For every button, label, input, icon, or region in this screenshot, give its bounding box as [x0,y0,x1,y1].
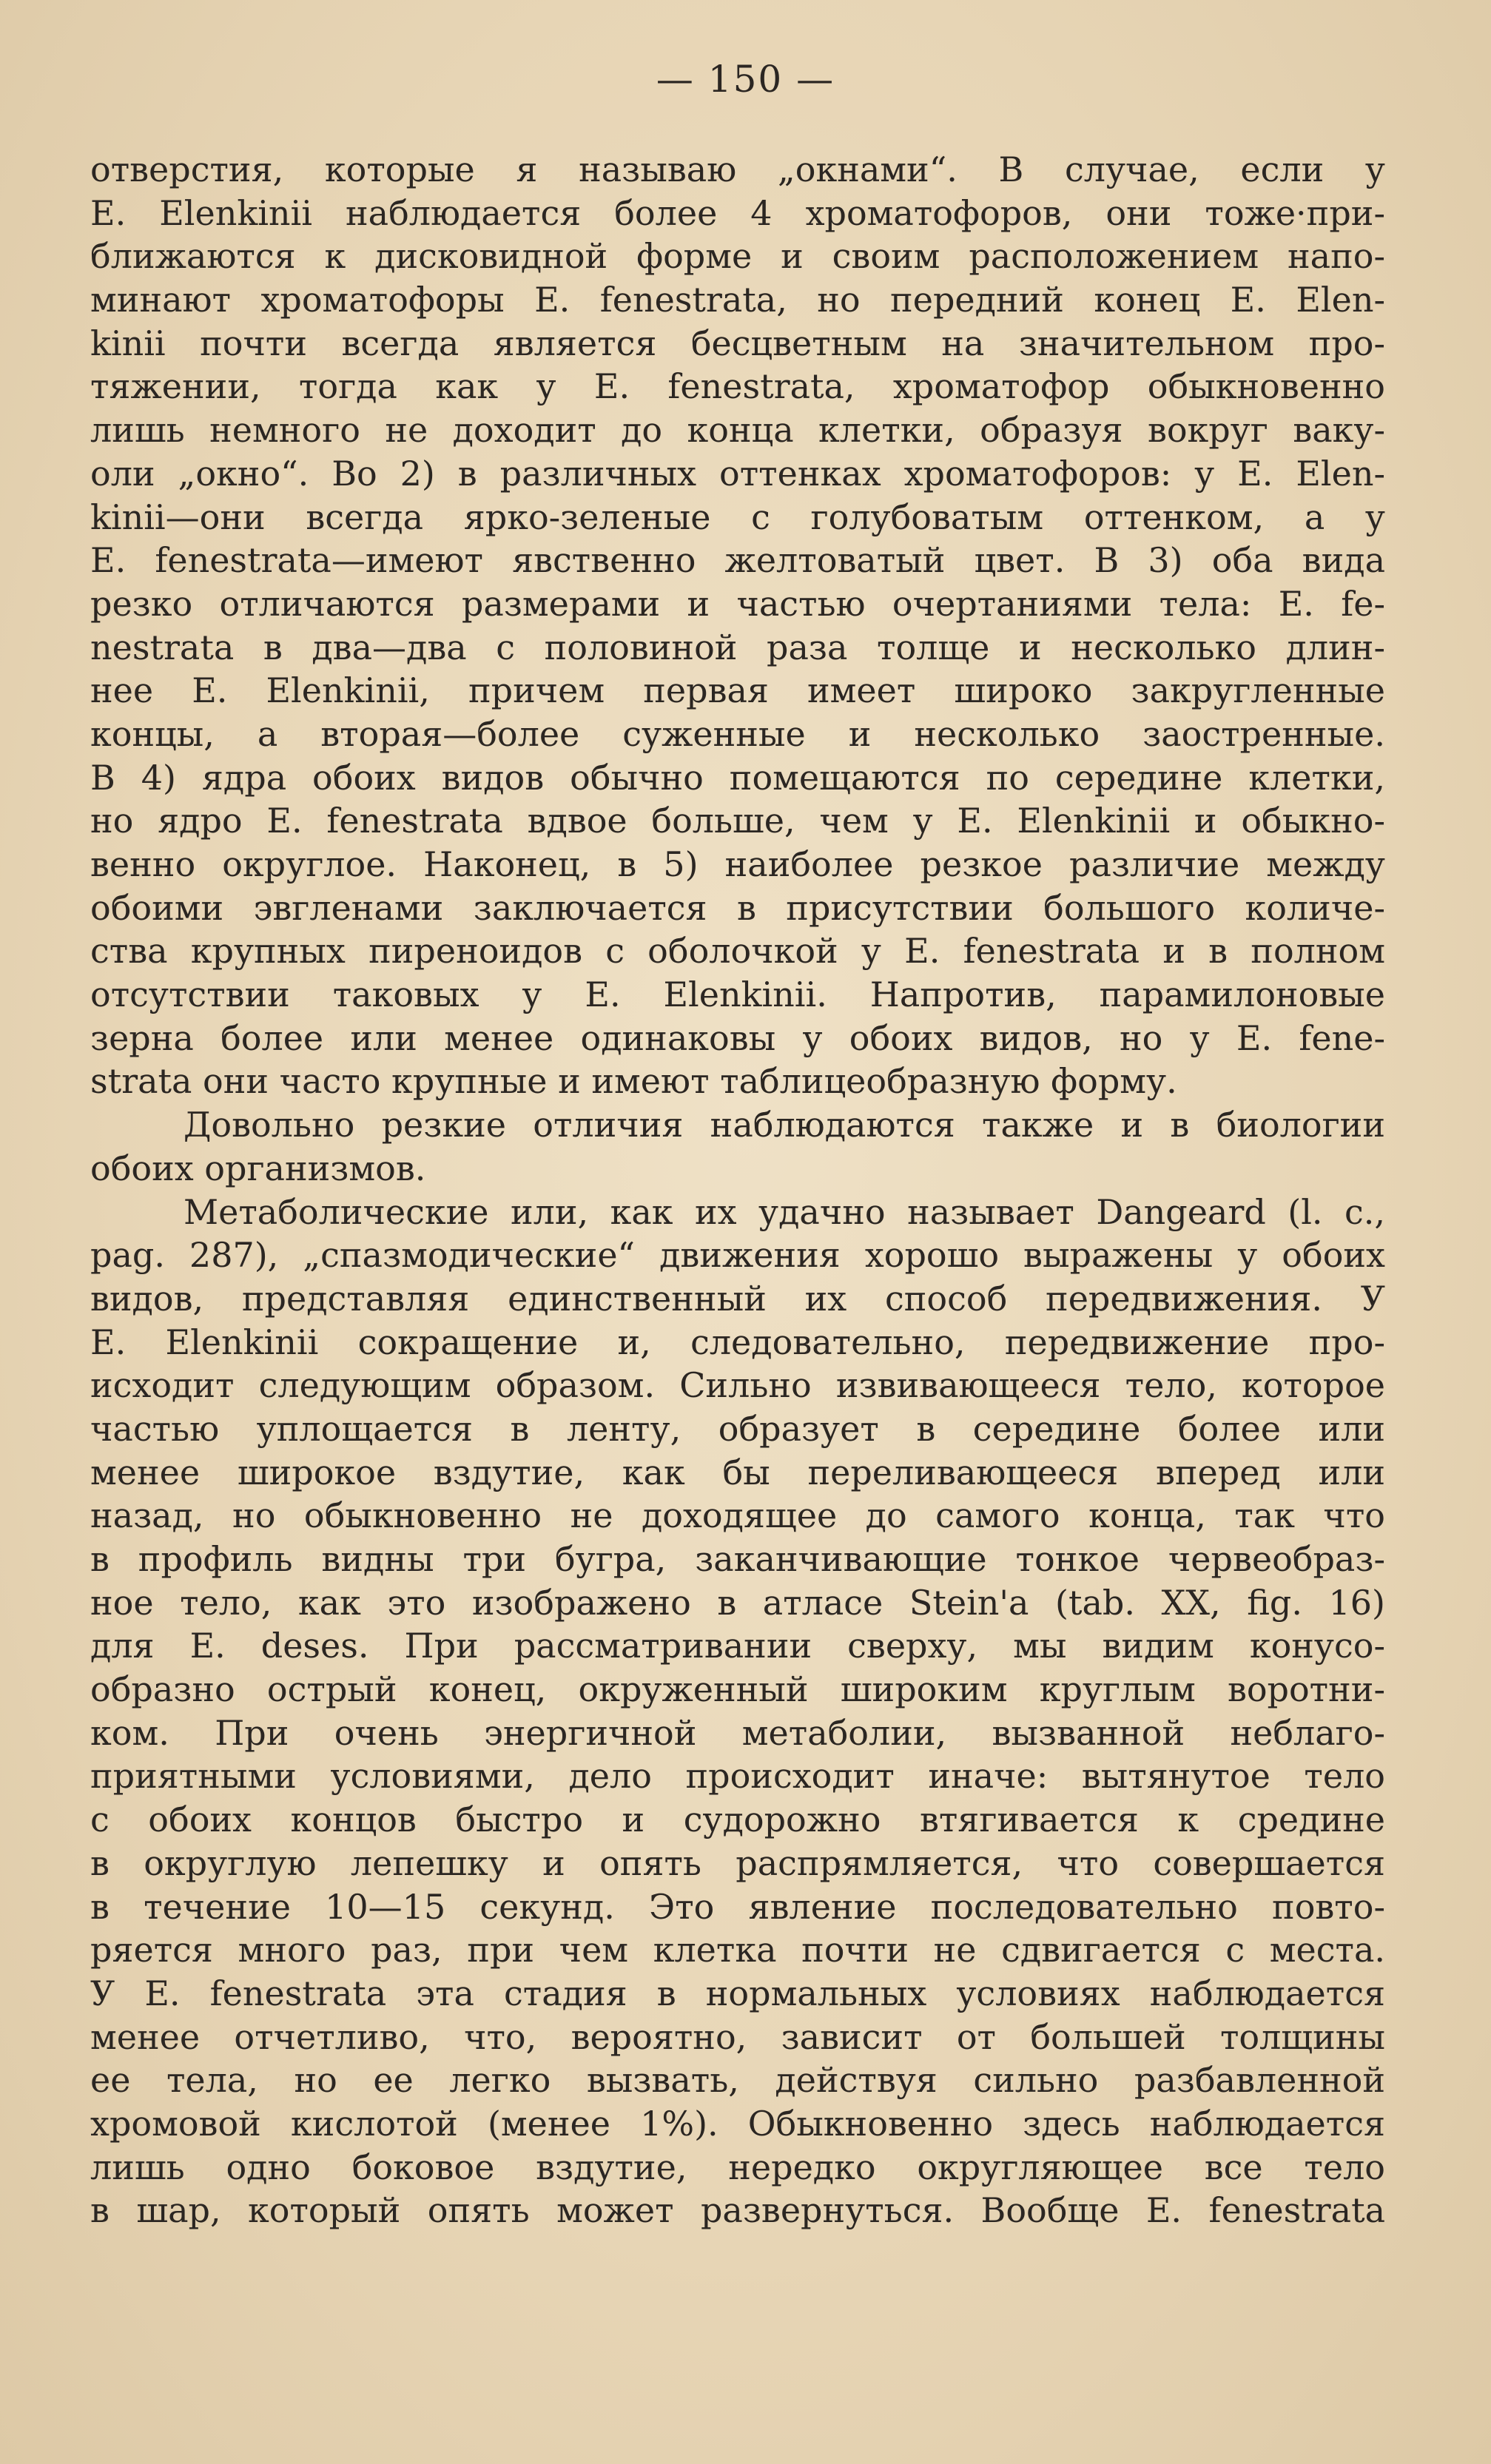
text-line: приятными условиями, дело происходит иначе: вытянутое тело [90,1756,1385,1797]
text-line: обоих организмов. [90,1148,426,1188]
text-line: нее E. Elenkinii, причем первая имеет широко закругленные [90,670,1385,711]
text-line: образно острый конец, окруженный широким круглым воротни- [90,1669,1385,1710]
text-line: ее тела, но ее легко вызвать, действуя сильно разбавленной [90,2060,1385,2101]
text-line: kinii почти всегда является бесцветным на значительном про- [90,323,1385,363]
text-line: kinii—они всегда ярко-зеленые с голубоватым оттенком, а у [90,496,1385,537]
text-line: венно округлое. Наконец, в 5) наиболее резкое различие между [90,844,1385,884]
text-line: ком. При очень энергичной метаболии, вызванной неблаго- [90,1712,1385,1753]
text-line: менее отчетливо, что, вероятно, зависит от большей толщины [90,2016,1385,2057]
text-line: в профиль видны три бугра, заканчивающие тонкое червеобраз- [90,1539,1385,1579]
text-line: назад, но обыкновенно не доходящее до самого конца, так что [90,1495,1385,1536]
text-line: E. fenestrata—имеют явственно желтоватый цвет. В 3) оба вида [90,540,1385,581]
page-number: — 150 — [656,58,835,101]
text-line: резко отличаются размерами и частью очертаниями тела: E. fe- [90,583,1385,624]
text-line: pag. 287), „спазмодические“ движения хорошо выражены у обоих [90,1235,1385,1276]
text-line: Довольно резкие отличия наблюдаются также и в биологии [184,1105,1385,1145]
text-line: для E. deses. При рассматривании сверху, мы видим конусо- [90,1626,1385,1666]
text-line: отверстия, которые я называю „окнами“. В случае, если у [90,149,1385,189]
text-line: nestrata в два—два с половиной раза толще и несколько длин- [90,627,1385,667]
text-line: хромовой кислотой (менее 1%). Обыкновенно здесь наблюдается [90,2103,1385,2144]
text-line: видов, представляя единственный их способ передвижения. У [90,1278,1385,1319]
body-text [90,148,1385,2232]
text-line: в течение 10—15 секунд. Это явление последовательно повто- [90,1886,1385,1927]
text-line: отсутствии таковых у E. Elenkinii. Напротив, парамилоновые [90,975,1385,1015]
text-line: оли „окно“. Во 2) в различных оттенках хроматофоров: у E. Elen- [90,453,1385,494]
text-line: менее широкое вздутие, как бы переливающееся вперед или [90,1452,1385,1492]
text-line: исходит следующим образом. Сильно извивающееся тело, которое [90,1365,1385,1406]
text-line: Метаболические или, как их удачно называет Dangeard (l. c., [184,1191,1385,1232]
text-line: лишь одно боковое вздутие, нередко округляющее все тело [90,2147,1385,2187]
text-line: ное тело, как это изображено в атласе Stein'a (tab. XX, fig. 16) [90,1582,1385,1623]
text-line: ряется много раз, при чем клетка почти не сдвигается с места. [90,1930,1385,1970]
text-line: в шар, который опять может развернуться. Вообще E. fenestrata [90,2190,1385,2231]
text-line: ства крупных пиреноидов с оболочкой у E. fenestrata и в полном [90,931,1385,972]
text-line: E. Elenkinii наблюдается более 4 хроматофоров, они тоже·при- [90,192,1385,233]
text-line: тяжении, тогда как у E. fenestrata, хроматофор обыкновенно [90,366,1385,407]
text-line: концы, а вторая—более суженные и несколько заостренные. [90,713,1385,754]
text-line: частью уплощается в ленту, образует в середине более или [90,1408,1385,1449]
text-line: обоими эвгленами заключается в присутствии большого количе- [90,887,1385,928]
text-line: но ядро E. fenestrata вдвое больше, чем у E. Elenkinii и обыкно- [90,801,1385,841]
text-line: лишь немного не доходит до конца клетки, образуя вокруг ваку- [90,410,1385,451]
text-line: ближаются к дисковидной форме и своим расположением напо- [90,236,1385,277]
text-line: минают хроматофоры E. fenestrata, но передний конец E. Elen- [90,280,1385,320]
text-line: E. Elenkinii сокращение и, следовательно, передвижение про- [90,1322,1385,1362]
text-line: зерна более или менее одинаковы у обоих видов, но у E. fene- [90,1017,1385,1058]
text-line: в округлую лепешку и опять распрямляется, что совершается [90,1842,1385,1883]
text-line: с обоих концов быстро и судорожно втягивается к средине [90,1800,1385,1840]
text-line: У E. fenestrata эта стадия в нормальных условиях наблюдается [90,1973,1385,2013]
text-line: strata они часто крупные и имеют таблицеобразную форму. [90,1061,1177,1102]
text-line: В 4) ядра обоих видов обычно помещаются по середине клетки, [90,757,1385,798]
